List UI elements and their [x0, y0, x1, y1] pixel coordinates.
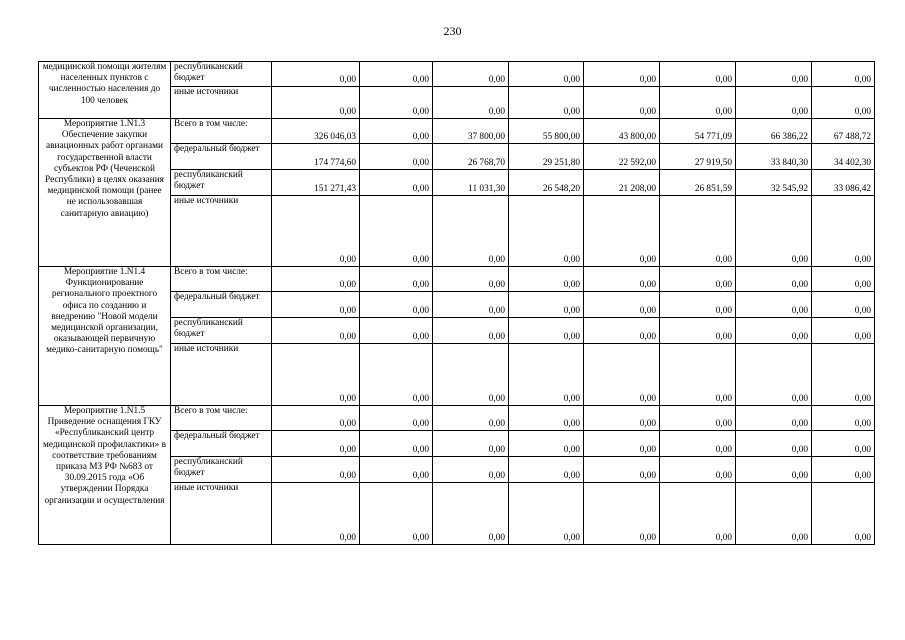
funding-source-cell: республиканский бюджет — [171, 62, 272, 87]
amount-cell: 34 402,30 — [812, 144, 875, 170]
amount-cell: 0,00 — [584, 267, 660, 292]
amount-cell: 0,00 — [509, 292, 584, 318]
amount-cell: 0,00 — [736, 62, 812, 87]
amount-cell: 0,00 — [812, 344, 875, 406]
amount-cell: 0,00 — [584, 406, 660, 431]
activity-name-cell: Мероприятие 1.N1.4 Функционирование регионального проектного офиса по созданию и внедрению "Новой модели медицинской организации, оказывающей первичную медико-санитарную помощь" — [39, 267, 171, 406]
funding-source-cell: иные источники — [171, 344, 272, 406]
amount-cell: 0,00 — [360, 62, 433, 87]
amount-cell: 0,00 — [584, 483, 660, 545]
funding-source-cell: иные источники — [171, 196, 272, 267]
amount-cell: 0,00 — [812, 483, 875, 545]
amount-cell: 26 768,70 — [433, 144, 509, 170]
amount-cell: 0,00 — [736, 196, 812, 267]
amount-cell: 0,00 — [509, 406, 584, 431]
amount-cell: 0,00 — [584, 344, 660, 406]
amount-cell: 29 251,80 — [509, 144, 584, 170]
amount-cell: 11 031,30 — [433, 170, 509, 196]
amount-cell: 0,00 — [736, 87, 812, 119]
amount-cell: 0,00 — [736, 457, 812, 483]
amount-cell: 32 545,92 — [736, 170, 812, 196]
funding-source-cell: Всего в том числе: — [171, 267, 272, 292]
amount-cell: 0,00 — [272, 457, 360, 483]
amount-cell: 0,00 — [509, 457, 584, 483]
amount-cell: 0,00 — [812, 318, 875, 344]
amount-cell: 0,00 — [360, 119, 433, 144]
table-row — [39, 406, 875, 431]
amount-cell: 0,00 — [433, 87, 509, 119]
amount-cell: 0,00 — [736, 431, 812, 457]
amount-cell: 0,00 — [736, 406, 812, 431]
amount-cell: 0,00 — [360, 457, 433, 483]
amount-cell: 0,00 — [736, 344, 812, 406]
amount-cell: 0,00 — [509, 87, 584, 119]
amount-cell: 0,00 — [509, 318, 584, 344]
amount-cell: 0,00 — [812, 457, 875, 483]
amount-cell: 0,00 — [433, 406, 509, 431]
budget-table — [38, 61, 875, 545]
amount-cell: 0,00 — [433, 431, 509, 457]
amount-cell: 0,00 — [584, 431, 660, 457]
amount-cell: 0,00 — [360, 483, 433, 545]
amount-cell: 0,00 — [660, 267, 736, 292]
funding-source-cell: федеральный бюджет — [171, 292, 272, 318]
amount-cell: 0,00 — [736, 267, 812, 292]
amount-cell: 0,00 — [360, 318, 433, 344]
funding-source-cell: иные источники — [171, 483, 272, 545]
amount-cell: 326 046,03 — [272, 119, 360, 144]
amount-cell: 0,00 — [736, 318, 812, 344]
funding-source-cell: федеральный бюджет — [171, 431, 272, 457]
amount-cell: 0,00 — [360, 431, 433, 457]
amount-cell: 0,00 — [736, 292, 812, 318]
amount-cell: 0,00 — [812, 87, 875, 119]
amount-cell: 0,00 — [360, 292, 433, 318]
amount-cell: 0,00 — [272, 344, 360, 406]
amount-cell: 0,00 — [736, 483, 812, 545]
amount-cell: 0,00 — [812, 431, 875, 457]
activity-name-cell: Мероприятие 1.N1.5 Приведение оснащения ГКУ «Республиканский центр медицинской профилактики» в соответствие требованиям приказа МЗ РФ №683 от 30.09.2015 года «Об утверждении Порядка организации и осуществления — [39, 406, 171, 545]
amount-cell: 151 271,43 — [272, 170, 360, 196]
amount-cell: 0,00 — [272, 87, 360, 119]
amount-cell: 0,00 — [812, 292, 875, 318]
amount-cell: 0,00 — [660, 196, 736, 267]
amount-cell: 0,00 — [272, 431, 360, 457]
amount-cell: 0,00 — [272, 267, 360, 292]
amount-cell: 0,00 — [660, 344, 736, 406]
table-row — [39, 267, 875, 292]
amount-cell: 0,00 — [272, 196, 360, 267]
amount-cell: 0,00 — [660, 62, 736, 87]
amount-cell: 0,00 — [433, 267, 509, 292]
amount-cell: 43 800,00 — [584, 119, 660, 144]
amount-cell: 0,00 — [660, 406, 736, 431]
amount-cell: 21 208,00 — [584, 170, 660, 196]
amount-cell: 0,00 — [360, 267, 433, 292]
table-row — [39, 62, 875, 87]
funding-source-cell: федеральный бюджет — [171, 144, 272, 170]
amount-cell: 0,00 — [584, 292, 660, 318]
amount-cell: 0,00 — [584, 62, 660, 87]
amount-cell: 37 800,00 — [433, 119, 509, 144]
amount-cell: 0,00 — [360, 406, 433, 431]
activity-name-cell: Мероприятие 1.N1.3 Обеспечение закупки авиационных работ органами государственной власти субъектов РФ (Чеченской Республики) в целях оказания медицинской помощи (ранее не использовавшая санитарную авиацию) — [39, 119, 171, 267]
amount-cell: 0,00 — [509, 431, 584, 457]
amount-cell: 22 592,00 — [584, 144, 660, 170]
amount-cell: 67 488,72 — [812, 119, 875, 144]
funding-source-cell: Всего в том числе: — [171, 406, 272, 431]
amount-cell: 0,00 — [509, 267, 584, 292]
amount-cell: 0,00 — [584, 457, 660, 483]
amount-cell: 0,00 — [433, 483, 509, 545]
amount-cell: 0,00 — [509, 344, 584, 406]
amount-cell: 0,00 — [584, 196, 660, 267]
amount-cell: 0,00 — [272, 483, 360, 545]
amount-cell: 0,00 — [272, 292, 360, 318]
amount-cell: 0,00 — [360, 196, 433, 267]
amount-cell: 0,00 — [509, 62, 584, 87]
activity-name-cell: медицинской помощи жителям населенных пунктов с численностью населения до 100 человек — [39, 62, 171, 119]
table-row — [39, 119, 875, 144]
funding-source-cell: иные источники — [171, 87, 272, 119]
amount-cell: 0,00 — [660, 457, 736, 483]
amount-cell: 0,00 — [812, 267, 875, 292]
funding-source-cell: республиканский бюджет — [171, 170, 272, 196]
amount-cell: 0,00 — [812, 196, 875, 267]
amount-cell: 66 386,22 — [736, 119, 812, 144]
amount-cell: 54 771,09 — [660, 119, 736, 144]
amount-cell: 0,00 — [660, 483, 736, 545]
amount-cell: 0,00 — [584, 87, 660, 119]
amount-cell: 0,00 — [272, 406, 360, 431]
amount-cell: 0,00 — [812, 62, 875, 87]
amount-cell: 0,00 — [660, 87, 736, 119]
amount-cell: 26 851,59 — [660, 170, 736, 196]
amount-cell: 0,00 — [272, 318, 360, 344]
amount-cell: 0,00 — [433, 457, 509, 483]
amount-cell: 0,00 — [272, 62, 360, 87]
amount-cell: 0,00 — [660, 292, 736, 318]
funding-source-cell: республиканский бюджет — [171, 457, 272, 483]
amount-cell: 174 774,60 — [272, 144, 360, 170]
amount-cell: 0,00 — [360, 144, 433, 170]
funding-source-cell: республиканский бюджет — [171, 318, 272, 344]
amount-cell: 0,00 — [509, 196, 584, 267]
amount-cell: 33 840,30 — [736, 144, 812, 170]
amount-cell: 0,00 — [660, 318, 736, 344]
table-body — [39, 62, 875, 545]
amount-cell: 0,00 — [360, 344, 433, 406]
amount-cell: 0,00 — [433, 62, 509, 87]
amount-cell: 0,00 — [433, 196, 509, 267]
amount-cell: 0,00 — [584, 318, 660, 344]
amount-cell: 0,00 — [433, 292, 509, 318]
amount-cell: 26 548,20 — [509, 170, 584, 196]
amount-cell: 0,00 — [812, 406, 875, 431]
funding-source-cell: Всего в том числе: — [171, 119, 272, 144]
amount-cell: 0,00 — [360, 87, 433, 119]
amount-cell: 55 800,00 — [509, 119, 584, 144]
amount-cell: 0,00 — [433, 318, 509, 344]
amount-cell: 0,00 — [360, 170, 433, 196]
amount-cell: 0,00 — [509, 483, 584, 545]
amount-cell: 0,00 — [660, 431, 736, 457]
page-number: 230 — [443, 24, 462, 38]
amount-cell: 27 919,50 — [660, 144, 736, 170]
amount-cell: 0,00 — [433, 344, 509, 406]
amount-cell: 33 086,42 — [812, 170, 875, 196]
